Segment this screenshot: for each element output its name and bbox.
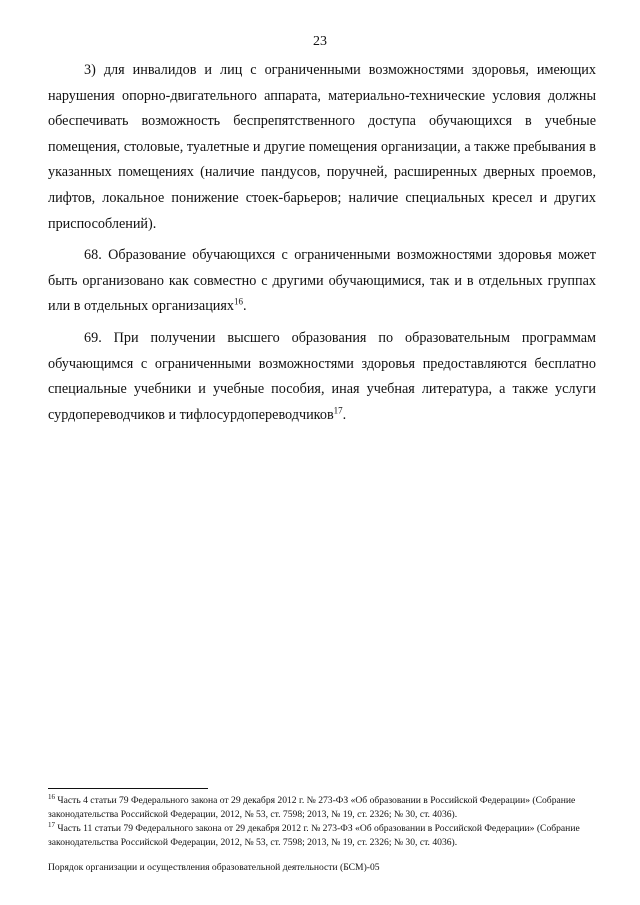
page-footer: Порядок организации и осуществления образовательной деятельности (БСМ)-05 [48,862,380,873]
document-body [48,58,596,434]
footnote-separator [48,788,208,789]
footnotes [48,794,600,850]
paragraph-68 [48,243,596,320]
footnote-mark: 16 [48,792,55,801]
footnote-16 [48,794,600,822]
footnote-ref-16[interactable]: 16 [234,296,244,307]
footnote-mark: 17 [48,820,55,829]
paragraph-text: 3) для инвалидов и лиц с ограниченными возможностями здоровья, имеющих нарушения опорно-двигательного аппарата, материально-технические условия должны обеспечивать возможность беспрепятственного доступа обучающихся в учебные помещения, столовые, туалетные и другие помещения организации, а также пребывания в указанных помещениях (наличие пандусов, поручней, расширенных дверных проемов, лифтов, локальное понижение стоек-барьеров; наличие специальных кресел и других приспособлений). [48,62,596,232]
footnote-ref-17[interactable]: 17 [333,404,343,415]
paragraph-end: . [243,298,247,315]
paragraph-end: . [342,406,347,423]
paragraph-text: 69. При получении высшего образования по образовательным программам обучающимся с ограниченными возможностями здоровья предоставляются бесплатно специальные учебники и учебные пособия, иная учебная литература, а также услуги сурдопереводчиков и тифлосурдопереводчиков [48,329,596,423]
footnote-text: Часть 11 статьи 79 Федерального закона от 29 декабря 2012 г. № 273-ФЗ «Об образовании в Российской Федерации» (Собрание законодательства Российской Федерации, 2012, № 53, ст. 7598; 2013, № 19, ст. 2326; № 30, ст. 4036). [48,823,580,848]
footnote-17 [48,822,600,850]
footnote-text: Часть 4 статьи 79 Федерального закона от 29 декабря 2012 г. № 273-ФЗ «Об образовании в Российской Федерации» (Собрание законодательства Российской Федерации, 2012, № 53, ст. 7598; 2013, № 19, ст. 2326; № 30, ст. 4036). [48,795,576,820]
paragraph-item-3 [48,58,596,237]
paragraph-69 [48,326,596,428]
page-number: 23 [313,34,327,49]
paragraph-text: 68. Образование обучающихся с ограниченными возможностями здоровья может быть организовано как совместно с другими обучающимися, так и в отдельных группах или в отдельных организациях [48,247,596,315]
